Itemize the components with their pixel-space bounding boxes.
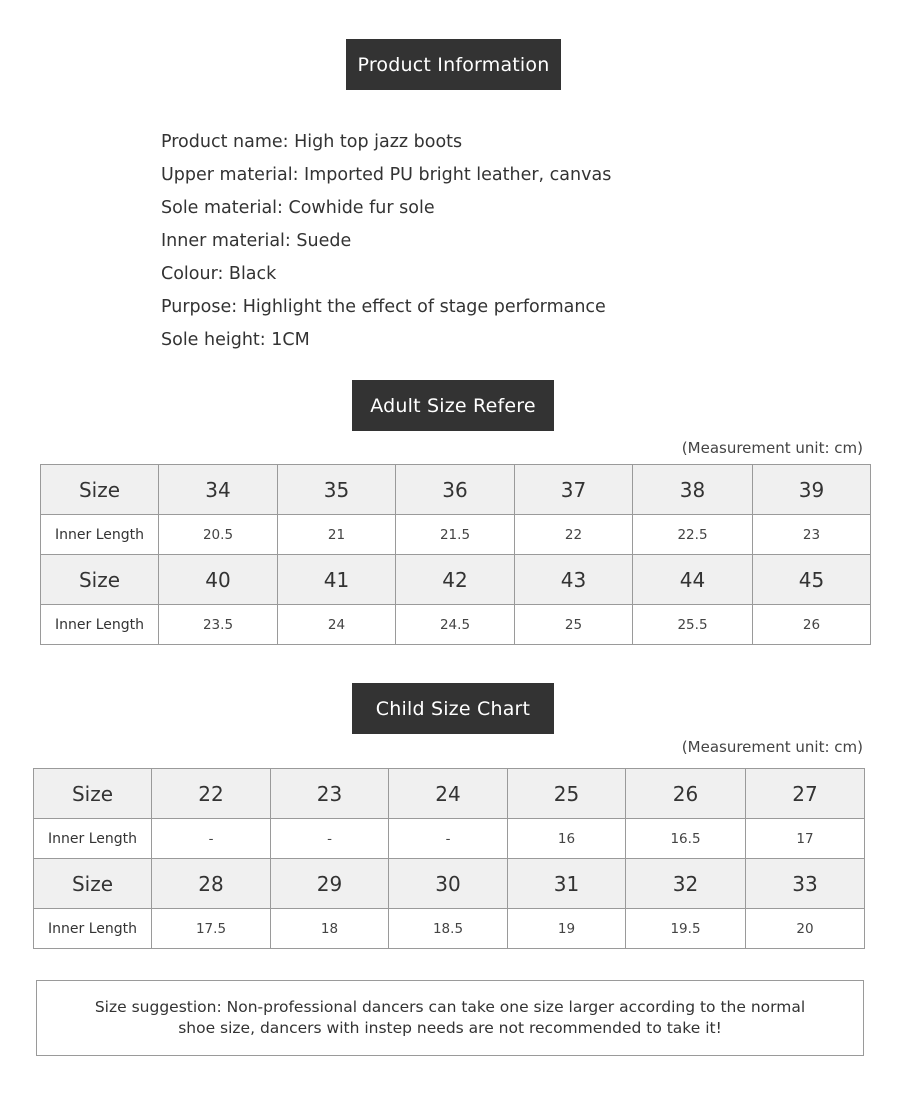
note-line-2: shoe size, dancers with instep needs are not recommended to take it! [178, 1019, 722, 1037]
product-name: Product name: High top jazz boots [161, 132, 463, 152]
length-cell: 18 [271, 909, 389, 949]
child-measurement-unit: (Measurement unit: cm) [681, 738, 863, 756]
adult-size-table [40, 464, 871, 645]
size-cell: 24 [389, 769, 508, 819]
sole-material: Sole material: Cowhide fur sole [161, 198, 435, 218]
length-cell: 19 [508, 909, 626, 949]
child-size-banner: Child Size Chart [352, 683, 554, 734]
table-row [34, 859, 865, 909]
inner-length-header: Inner Length [34, 909, 152, 949]
child-size-table [33, 768, 865, 949]
note-line-1: Size suggestion: Non-professional dancers can take one size larger according to the normal [94, 998, 806, 1016]
table-row [34, 909, 865, 949]
table-row [41, 555, 871, 605]
length-cell: - [152, 819, 271, 859]
size-cell: 27 [746, 769, 865, 819]
length-cell: 22 [515, 515, 633, 555]
inner-length-header: Inner Length [34, 819, 152, 859]
inner-material: Inner material: Suede [161, 231, 352, 251]
table-row [41, 465, 871, 515]
length-cell: - [271, 819, 389, 859]
size-cell: 32 [626, 859, 746, 909]
size-header: Size [41, 465, 159, 515]
inner-length-header: Inner Length [41, 605, 159, 645]
size-cell: 36 [396, 465, 515, 515]
length-cell: 23 [753, 515, 871, 555]
product-info-banner: Product Information [346, 39, 561, 90]
adult-size-banner: Adult Size Refere [352, 380, 554, 431]
size-cell: 31 [508, 859, 626, 909]
length-cell: - [389, 819, 508, 859]
size-cell: 44 [633, 555, 753, 605]
purpose: Purpose: Highlight the effect of stage performance [161, 297, 606, 317]
size-cell: 28 [152, 859, 271, 909]
size-cell: 40 [159, 555, 278, 605]
size-cell: 33 [746, 859, 865, 909]
size-cell: 25 [508, 769, 626, 819]
length-cell: 19.5 [626, 909, 746, 949]
size-header: Size [41, 555, 159, 605]
sole-height: Sole height: 1CM [161, 330, 310, 350]
adult-measurement-unit: (Measurement unit: cm) [681, 439, 863, 457]
size-cell: 35 [278, 465, 396, 515]
size-cell: 23 [271, 769, 389, 819]
table-row [41, 605, 871, 645]
length-cell: 18.5 [389, 909, 508, 949]
upper-material: Upper material: Imported PU bright leather, canvas [161, 165, 612, 185]
length-cell: 21 [278, 515, 396, 555]
table-row [34, 819, 865, 859]
length-cell: 20.5 [159, 515, 278, 555]
inner-length-header: Inner Length [41, 515, 159, 555]
size-cell: 30 [389, 859, 508, 909]
length-cell: 16.5 [626, 819, 746, 859]
size-cell: 26 [626, 769, 746, 819]
length-cell: 25.5 [633, 605, 753, 645]
size-cell: 29 [271, 859, 389, 909]
size-cell: 37 [515, 465, 633, 515]
product-info-list [161, 128, 611, 359]
length-cell: 17.5 [152, 909, 271, 949]
length-cell: 17 [746, 819, 865, 859]
length-cell: 24 [278, 605, 396, 645]
size-suggestion-note [36, 980, 864, 1056]
size-cell: 43 [515, 555, 633, 605]
length-cell: 23.5 [159, 605, 278, 645]
size-cell: 39 [753, 465, 871, 515]
size-cell: 41 [278, 555, 396, 605]
size-cell: 22 [152, 769, 271, 819]
length-cell: 22.5 [633, 515, 753, 555]
size-header: Size [34, 769, 152, 819]
size-cell: 45 [753, 555, 871, 605]
table-row [34, 769, 865, 819]
size-cell: 38 [633, 465, 753, 515]
size-cell: 42 [396, 555, 515, 605]
length-cell: 24.5 [396, 605, 515, 645]
table-row [41, 515, 871, 555]
length-cell: 16 [508, 819, 626, 859]
length-cell: 20 [746, 909, 865, 949]
length-cell: 21.5 [396, 515, 515, 555]
size-cell: 34 [159, 465, 278, 515]
length-cell: 26 [753, 605, 871, 645]
size-header: Size [34, 859, 152, 909]
length-cell: 25 [515, 605, 633, 645]
colour: Colour: Black [161, 264, 277, 284]
